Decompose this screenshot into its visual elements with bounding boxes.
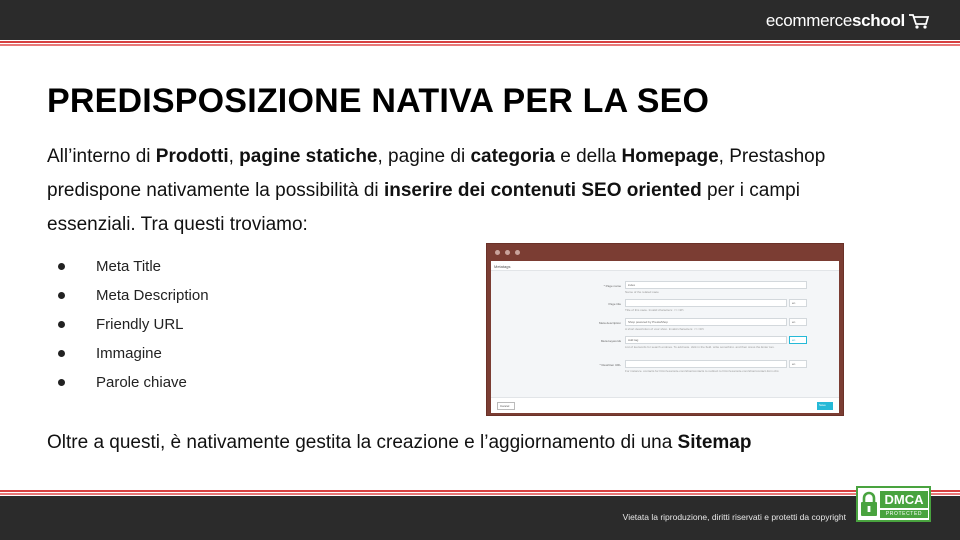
field-hint: List of keywords for search engines. To add tags, click in the field, write something, and then press the Enter key. [625, 345, 775, 348]
copyright-notice: Vietata la riproduzione, diritti riservati e protetti da copyright [622, 512, 846, 522]
outro-text: Oltre a questi, è nativamente gestita la creazione e l’aggiornamento di una [47, 432, 678, 453]
field-label: Meta keywords [600, 339, 621, 343]
form-row-rewritten-url [491, 360, 839, 374]
list-item [58, 310, 209, 339]
intro-bold-homepage: Homepage [621, 146, 719, 167]
field-hint: Name of the related page [625, 290, 659, 293]
logo-light-text: ecommerce [765, 11, 852, 30]
logo-bold-text: school [852, 11, 905, 30]
intro-text-4: e della [554, 146, 622, 167]
dmca-sub-label: PROTECTED [880, 510, 928, 518]
intro-text-6: per i campi essenziali. Tra questi troviamo: [47, 180, 800, 235]
window-dot-icon [505, 250, 510, 255]
cancel-button[interactable]: Cancel [497, 402, 515, 410]
list-item [58, 281, 209, 310]
metatags-form [491, 261, 839, 413]
bullet-icon [58, 321, 65, 328]
meta-keywords-input[interactable]: Add tag [625, 336, 787, 344]
intro-bold-seo-oriented: inserire dei contenuti SEO oriented [383, 180, 702, 201]
intro-bold-categoria: categoria [470, 146, 555, 167]
list-item-label: Meta Description [96, 287, 209, 304]
dmca-protected-badge[interactable] [856, 486, 931, 522]
list-item-label: Parole chiave [96, 374, 187, 391]
bullet-icon [58, 292, 65, 299]
prestashop-metatags-screenshot [486, 243, 844, 416]
list-item [58, 252, 209, 281]
list-item-label: Friendly URL [96, 316, 184, 333]
meta-description-input[interactable]: Shop powered by PrestaShop [625, 318, 787, 326]
bottom-stripe [0, 490, 960, 495]
save-button[interactable]: Save [817, 402, 833, 410]
seo-fields-list [58, 252, 209, 397]
field-hint: For instance, contacts for http://example.com/shop/contacts to redirect to http://example.com/shop/contact-form.php [625, 369, 779, 372]
language-dropdown[interactable]: en [789, 299, 807, 307]
language-dropdown[interactable]: en [789, 318, 807, 326]
form-header: Metatags [491, 261, 839, 271]
shopping-cart-icon [908, 12, 930, 30]
intro-text-1: All’interno di [47, 146, 156, 167]
intro-paragraph [47, 140, 877, 242]
form-row-meta-keywords [491, 336, 839, 350]
field-hint: A short description of your shop. Invalid characters: <>;=#{} [625, 327, 704, 330]
rewritten-url-input[interactable] [625, 360, 787, 368]
window-titlebar [487, 244, 843, 261]
language-dropdown[interactable]: en [789, 360, 807, 368]
dmca-label: DMCA [880, 491, 928, 508]
padlock-icon [860, 490, 878, 518]
language-dropdown[interactable]: en [789, 336, 807, 344]
form-footer [491, 397, 839, 413]
field-label: Meta description [598, 321, 621, 325]
ecommerceschool-logo [766, 9, 930, 33]
window-dot-icon [515, 250, 520, 255]
intro-text-2: , [228, 146, 240, 167]
form-row-page-name [491, 281, 839, 295]
bullet-icon [58, 379, 65, 386]
bullet-icon [58, 350, 65, 357]
list-item-label: Meta Title [96, 258, 162, 275]
field-label: * Page name [603, 284, 621, 288]
list-item [58, 368, 209, 397]
list-item [58, 339, 209, 368]
window-dot-icon [495, 250, 500, 255]
page-title-input[interactable] [625, 299, 787, 307]
bullet-icon [58, 263, 65, 270]
intro-bold-prodotti: Prodotti [155, 146, 229, 167]
top-stripe [0, 41, 960, 46]
form-row-page-title [491, 299, 839, 313]
field-hint: Title of this page. Invalid characters: <>;=#{} [625, 308, 684, 311]
outro-paragraph [47, 428, 751, 458]
intro-text-5: , Prestashop predispone nativamente la possibilità di [47, 146, 826, 201]
page-name-select[interactable]: index [625, 281, 807, 289]
slide-title: PREDISPOSIZIONE NATIVA PER LA SEO [47, 82, 710, 120]
field-label: Page title [608, 302, 621, 306]
list-item-label: Immagine [96, 345, 162, 362]
outro-bold-sitemap: Sitemap [677, 432, 752, 453]
field-label: * Rewritten URL [599, 363, 621, 367]
intro-text-3: , pagine di [377, 146, 471, 167]
intro-bold-pagine-statiche: pagine statiche [239, 146, 378, 167]
form-row-meta-description [491, 318, 839, 332]
